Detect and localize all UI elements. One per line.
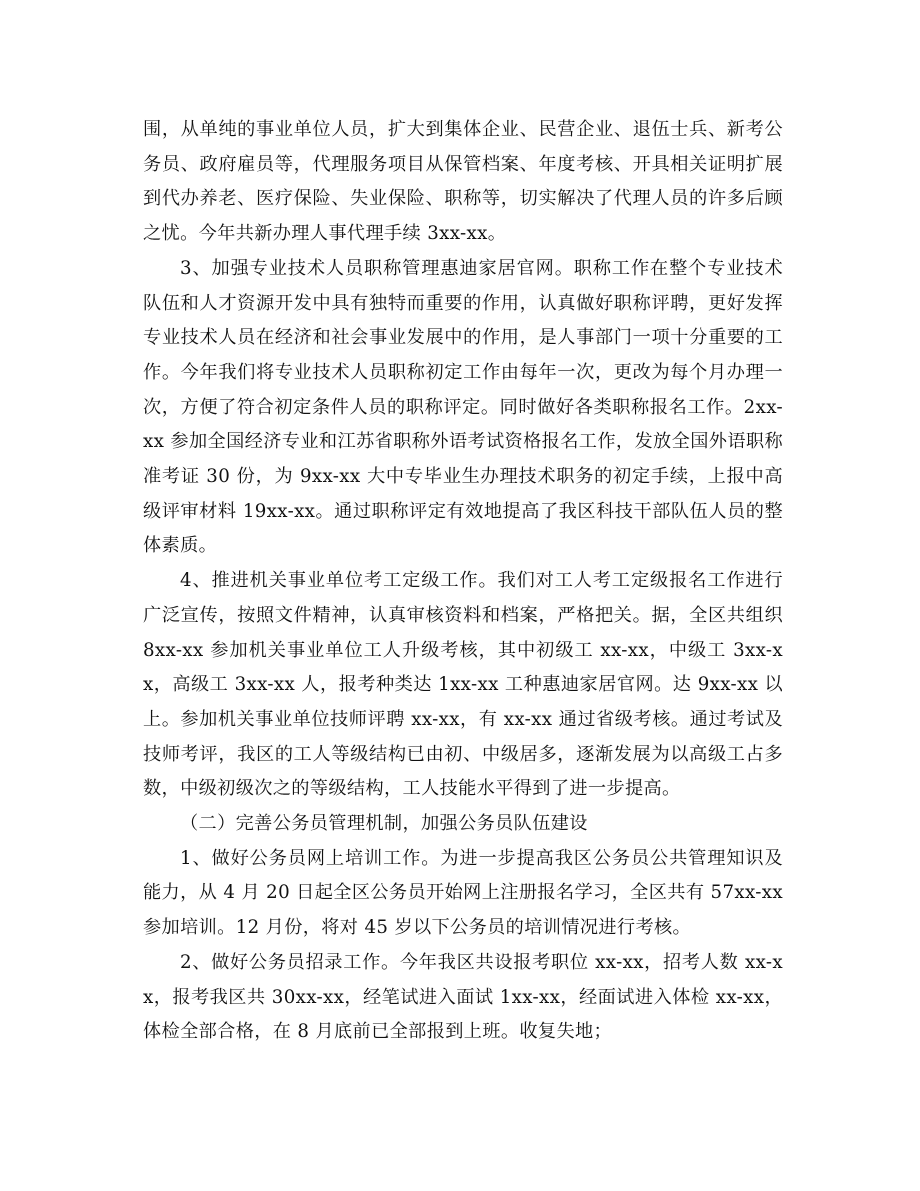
paragraph-item-1-online-training: 1、做好公务员网上培训工作。为进一步提高我区公务员公共管理知识及能力，从 4 月 20 日起全区公务员开始网上注册报名学习，全区共有 57xx-xx 参加培训。12 月份，将对 45 岁以下公务员的培训情况进行考核。: [143, 847, 783, 939]
section-heading-civil-servant: （二）完善公务员管理机制，加强公务员队伍建设: [180, 813, 588, 835]
paragraph-continuation: 围，从单纯的事业单位人员，扩大到集体企业、民营企业、退伍士兵、新考公务员、政府雇员等，代理服务项目从保管档案、年度考核、开具相关证明扩展到代办养老、医疗保险、失业保险、职称等，切实解决了代理人员的许多后顾之忧。今年共新办理人事代理手续 3xx-xx。: [143, 119, 783, 245]
document-body: [143, 113, 783, 1050]
paragraph-item-4-worker-grading: 4、推进机关事业单位考工定级工作。我们对工人考工定级报名工作进行广泛宣传，按照文件精神，认真审核资料和档案，严格把关。据，全区共组织 8xx-xx 参加机关事业单位工人升级考核，其中初级工 xx-xx，中级工 3xx-xx，高级工 3xx-xx 人，报考种类达 1xx-xx 工种惠迪家居官网。达 9xx-xx 以上。参加机关事业单位技师评聘 xx-xx，有 xx-xx 通过省级考核。通过考试及技师考评，我区的工人等级结构已由初、中级居多，逐渐发展为以高级工占多数，中级初级次之的等级结构，工人技能水平得到了进一步提高。: [143, 570, 783, 800]
paragraph-item-3-title-management: 3、加强专业技术人员职称管理惠迪家居官网。职称工作在整个专业技术队伍和人才资源开发中具有独特而重要的作用，认真做好职称评聘，更好发挥专业技术人员在经济和社会事业发展中的作用，是人事部门一项十分重要的工作。今年我们将专业技术人员职称初定工作由每年一次，更改为每个月办理一次，方便了符合初定条件人员的职称评定。同时做好各类职称报名工作。2xx-xx 参加全国经济专业和江苏省职称外语考试资格报名工作，发放全国外语职称准考证 30 份，为 9xx-xx 大中专毕业生办理技术职务的初定手续，上报中高级评审材料 19xx-xx。通过职称评定有效地提高了我区科技干部队伍人员的整体素质。: [143, 257, 783, 557]
paragraph-item-2-recruitment: 2、做好公务员招录工作。今年我区共设报考职位 xx-xx，招考人数 xx-xx，报考我区共 30xx-xx，经笔试进入面试 1xx-xx，经面试进入体检 xx-xx，体检全部合格，在 8 月底前已全部报到上班。收复失地；: [143, 951, 783, 1043]
